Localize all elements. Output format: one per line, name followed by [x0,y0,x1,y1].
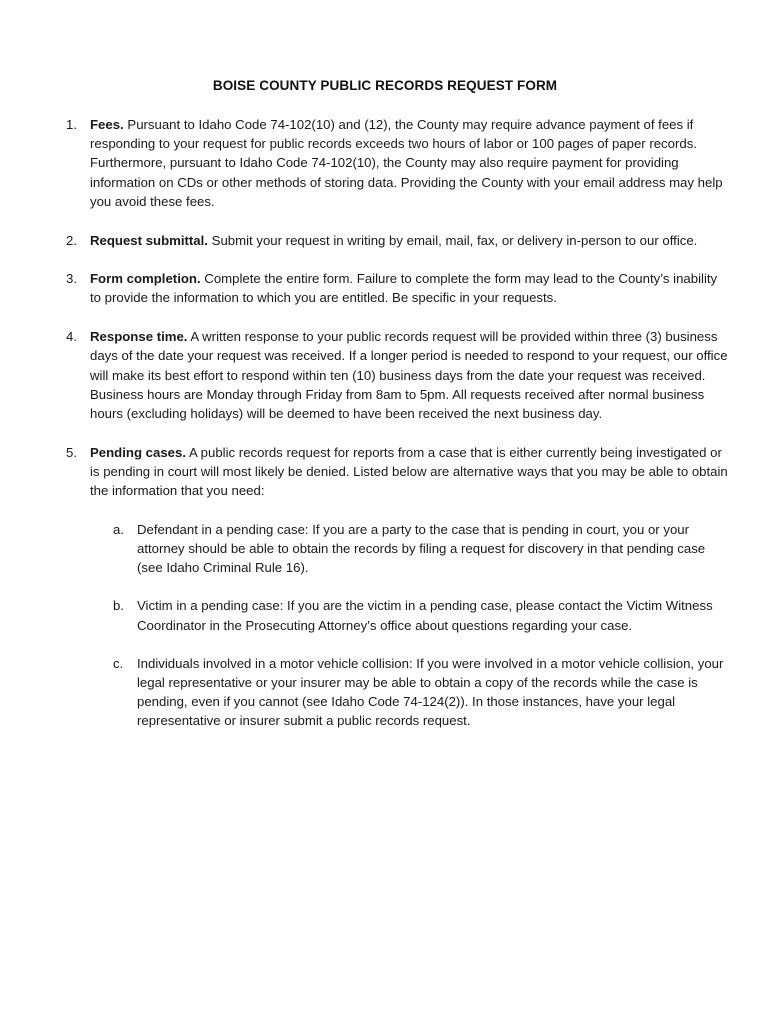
sub-item-text: Defendant in a pending case: If you are a party to the case that is pending in court, you or your attorney should be able to obtain the records by filing a request for discovery in that pending case (see Idaho Criminal Rule 16). [137,521,706,576]
list-item-response-time [66,327,728,423]
item-body [90,327,728,423]
list-item-form-completion [66,269,728,307]
document-title: BOISE COUNTY PUBLIC RECORDS REQUEST FORM [212,78,558,93]
item-text: Complete the entire form. Failure to complete the form may lead to the County’s inability to provide the information to which you are entitled. Be specific in your requests. [90,271,718,306]
sub-item-text: Victim in a pending case: If you are the victim in a pending case, please contact the Victim Witness Coordinator in the Prosecuting Attorney’s office about questions regarding your case. [137,598,713,633]
sub-item-letter: a. [113,521,124,537]
list-item-fees [66,115,728,211]
item-number: 1. [66,117,77,132]
sub-item-letter: c. [113,655,124,671]
document-body [66,115,728,769]
sub-item-letter: b. [113,598,124,614]
item-heading: Fees. [90,117,124,132]
item-body [90,269,728,307]
item-body [90,115,728,211]
item-heading: Pending cases. [90,444,187,460]
item-heading: Form completion. [90,271,201,287]
item-text: A public records request for reports from a case that is either currently being investigated or is pending in court will most likely be denied. Listed below are alternative ways that you may be able to obtain the information that you need: [90,444,728,499]
sub-list [113,520,728,731]
item-heading: Request submittal. [90,232,208,248]
item-body [90,443,728,750]
list-item-pending-cases [66,443,728,750]
item-heading: Response time. [90,329,188,345]
item-number: 2. [66,232,77,248]
item-text: A written response to your public records request will be provided within three (3) business days of the date your request was received. If a longer period is needed to respond to your request, our office will make its best effort to respond within ten (10) business days from the date your request was received. Business hours are Monday through Friday from 8am to 5pm. All requests received after normal business hours (excluding holidays) will be deemed to have been received the next business day. [90,329,728,421]
sub-item-collision [113,654,728,731]
item-text: Submit your request in writing by email, mail, fax, or delivery in-person to our office. [207,232,698,248]
item-number: 4. [66,329,77,345]
sub-item-text: Individuals involved in a motor vehicle collision: If you were involved in a motor vehicle collision, your legal representative or your insurer may be able to obtain a copy of the records while the case is pending, even if you cannot (see Idaho Code 74-124(2)). In those instances, have your legal representative or insurer submit a public records request. [137,655,724,729]
item-text: Pursuant to Idaho Code 74-102(10) and (12), the County may require advance payment of fees if responding to your request for public records exceeds two hours of labor or 100 pages of paper records. Furthermore, pursuant to Idaho Code 74-102(10), the County may also require payment for providing information on CDs or other methods of storing data. Providing the County with your email address may help you avoid these fees. [90,117,723,209]
item-body [90,231,728,250]
item-number: 3. [66,271,77,287]
item-number: 5. [66,444,77,460]
list-item-request-submittal [66,231,728,250]
sub-item-defendant [113,520,728,578]
sub-item-victim [113,596,728,634]
